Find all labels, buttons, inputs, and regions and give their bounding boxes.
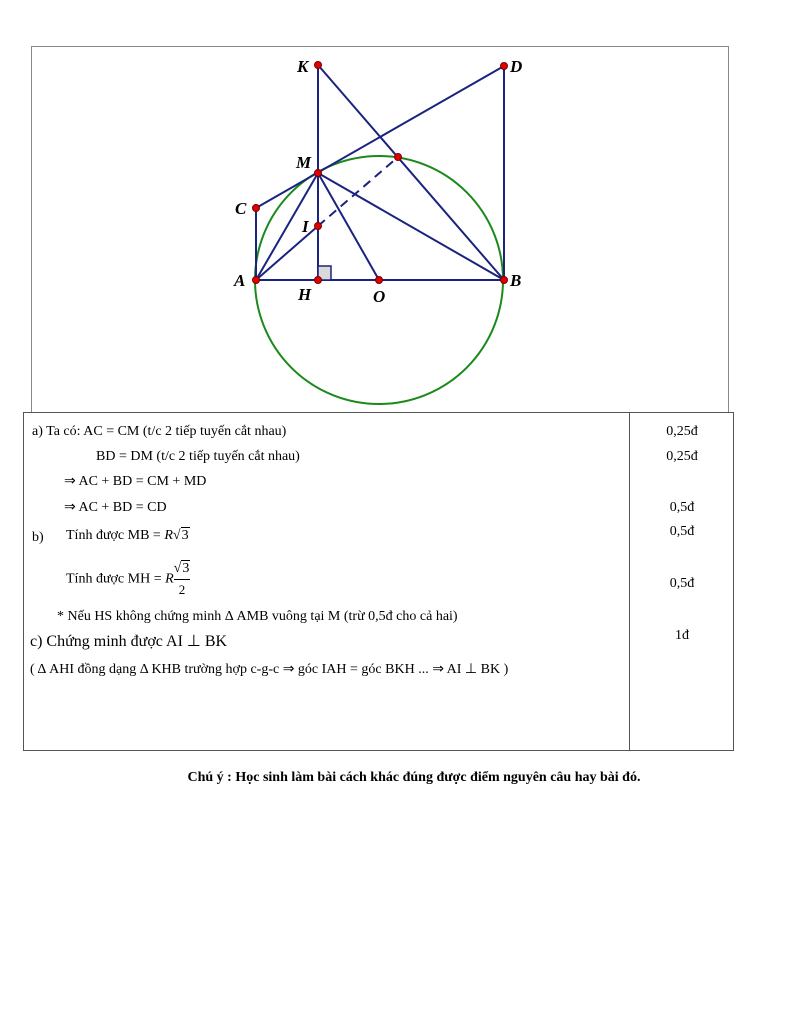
point-a [253, 277, 260, 284]
point-k [315, 62, 322, 69]
part-a-line-4: ⇒ AC + BD = CD [64, 500, 167, 515]
part-b-mh [66, 559, 190, 600]
score-a-2: 0,25đ [666, 449, 698, 464]
label-i: I [302, 217, 309, 236]
mb-sqrt-arg: 3 [181, 528, 189, 543]
point-d [501, 63, 508, 70]
label-a: A [234, 271, 246, 290]
point-c [253, 205, 260, 212]
part-a-line-3: ⇒ AC + BD = CM + MD [64, 474, 207, 489]
point-b [501, 277, 508, 284]
label-o: O [373, 287, 386, 306]
segment-ai-extension [318, 157, 398, 226]
label-m: M [296, 153, 312, 172]
answer-table [23, 412, 734, 751]
mb-r: R [164, 528, 173, 543]
geometry-figure [0, 0, 792, 420]
point-h [315, 277, 322, 284]
part-a-line-1: a) Ta có: AC = CM (t/c 2 tiếp tuyến cắt nhau) [32, 424, 287, 439]
score-c: 1đ [675, 628, 689, 643]
label-b: B [510, 271, 522, 290]
score-a-4: 0,5đ [669, 500, 695, 515]
label-h: H [298, 285, 312, 304]
segment-ai [256, 226, 318, 280]
segment-mo [318, 173, 379, 280]
score-b-mb: 0,5đ [669, 524, 695, 539]
part-a-line-2: BD = DM (t/c 2 tiếp tuyến cắt nhau) [96, 449, 300, 464]
part-c-line-1: c) Chứng minh được AI ⊥ BK [30, 633, 228, 650]
mh-sqrt-arg: 3 [182, 561, 190, 576]
segment-am [256, 173, 318, 280]
mh-text: Tính được MH = [66, 571, 166, 587]
part-b-mb [66, 527, 190, 545]
mb-text: Tính được MB = [66, 528, 165, 543]
part-c-line-2: ( Δ AHI đồng dạng Δ KHB trường hợp c-g-c ⇒ góc IAH = góc BKH ... ⇒ AI ⊥ BK ) [30, 662, 509, 677]
point-i [315, 223, 322, 230]
label-d: D [510, 57, 523, 76]
score-a-1: 0,25đ [666, 424, 698, 439]
point-intersection [395, 154, 402, 161]
label-c: C [235, 199, 247, 218]
footer-note: Chú ý : Học sinh làm bài cách khác đúng được điểm nguyên câu hay bài đó. [187, 770, 641, 785]
part-b-note: * Nếu HS không chứng minh Δ AMB vuông tại M (trừ 0,5đ cho cả hai) [57, 609, 458, 624]
part-b-label: b) [32, 530, 44, 545]
point-o [376, 277, 383, 284]
score-b-mh: 0,5đ [669, 576, 695, 591]
segment-mb [318, 173, 504, 280]
mh-r: R [165, 571, 174, 587]
mh-fraction: $\frac{√3}{2}$ [174, 559, 191, 600]
label-k: K [297, 57, 309, 76]
point-m [315, 170, 322, 177]
mh-denominator: 2 [178, 582, 186, 597]
mb-sqrt: √3 [172, 528, 189, 543]
segment-kb [318, 65, 504, 280]
